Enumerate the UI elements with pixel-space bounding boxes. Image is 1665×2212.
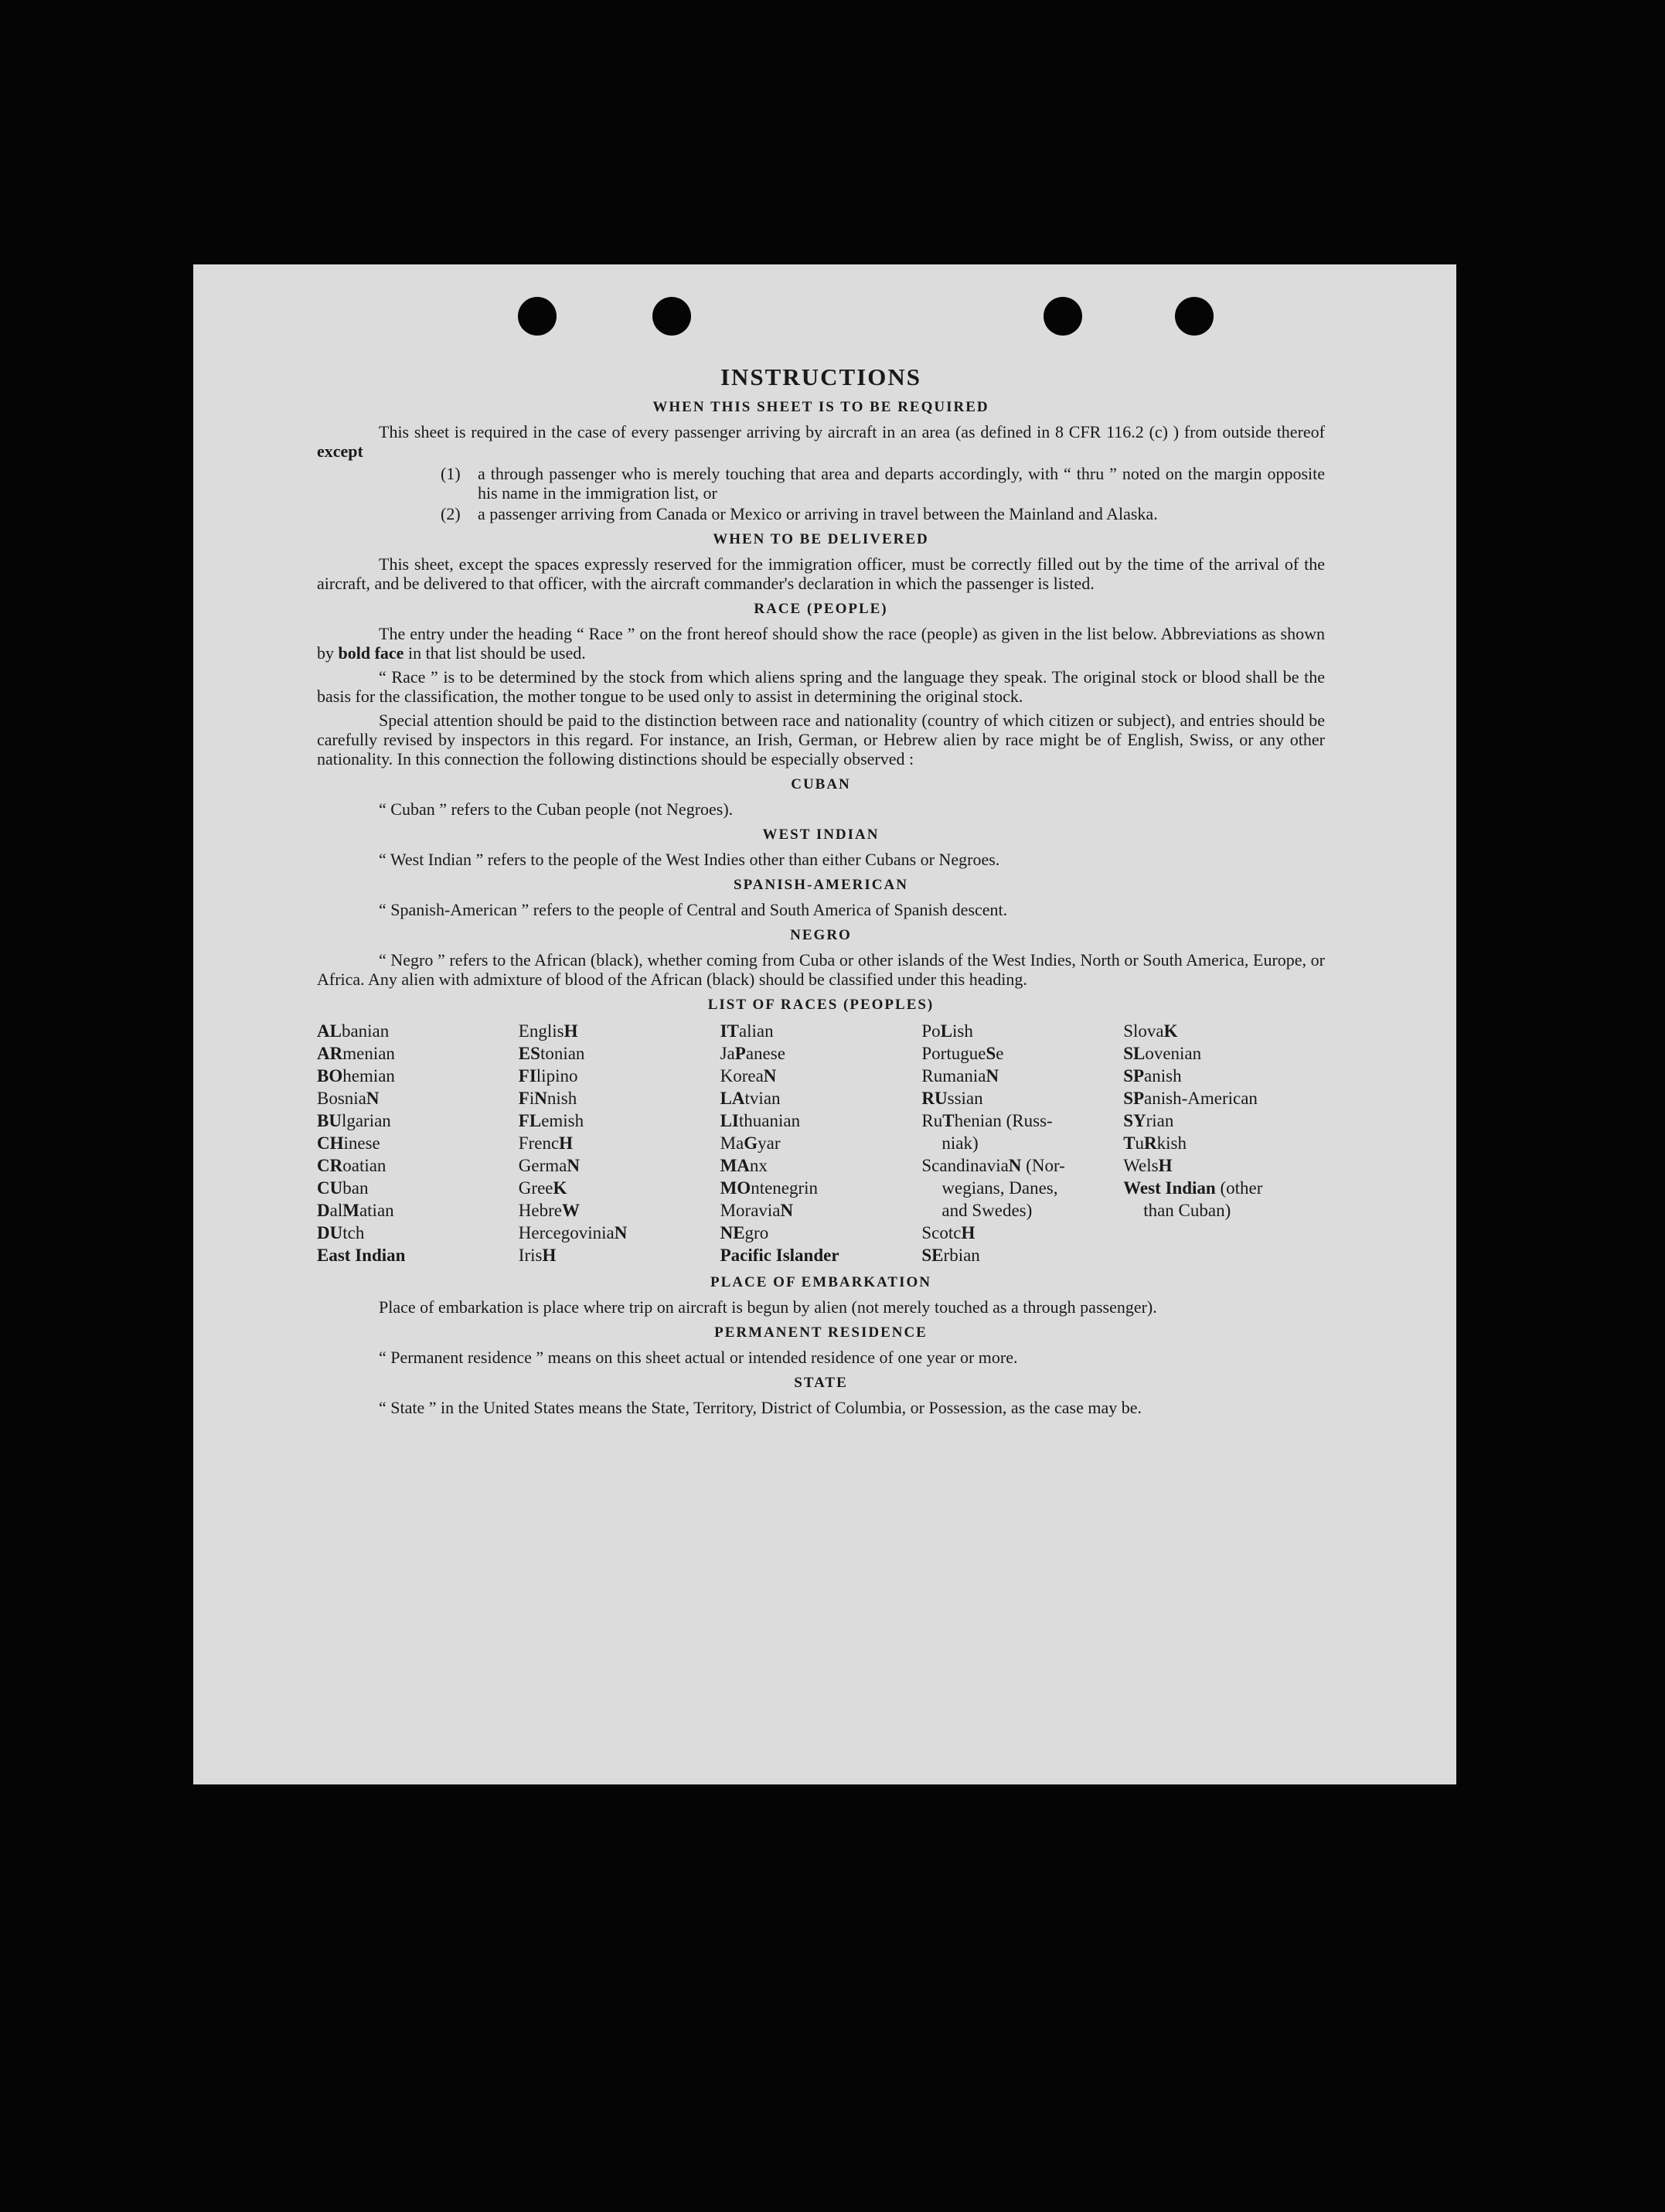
race-entry: EnglisH [518,1021,578,1041]
exception-list [441,464,1325,523]
race-entry: NEgro [720,1223,769,1242]
heading-state: STATE [794,1375,848,1391]
race-paragraph-2: “ Race ” is to be determined by the stock from which aliens spring and the language they speak. The original stock or blood shall be the basis for the classification, the mother tongue to be used only to assist in determining the original stock. [317,667,1325,706]
race-entry: FLemish [518,1111,584,1130]
race-p1-text: The entry under the heading “ Race ” on the front hereof should show the race (people) as given in the list below. Abbreviations as shown by [317,624,1325,663]
race-entry: ScotcH [921,1223,976,1242]
race-entry: MAnx [720,1156,768,1175]
race-entry: niak) [941,1133,979,1153]
race-entry: and Swedes) [941,1201,1033,1220]
race-entry: PoLish [921,1021,973,1041]
race-entry: SErbian [921,1246,980,1265]
race-entry: SYrian [1123,1111,1174,1130]
instruction-sheet [193,264,1456,1784]
item-number: (2) [441,504,461,523]
race-paragraph-1 [317,624,1325,663]
item-text: a through passenger who is merely touching that area and departs accordingly, with “ thru ” noted on the margin opposite his name in the immigration list, or [478,464,1325,503]
race-entry: PortugueSe [921,1044,1004,1063]
race-entry: BUlgarian [317,1111,391,1130]
heading-embarkation: PLACE OF EMBARKATION [710,1274,931,1290]
race-entry: JaPanese [720,1044,785,1063]
race-column [519,1020,720,1266]
race-entry: ARmenian [317,1044,395,1063]
race-entry: ScandinaviaN (Nor- [921,1156,1065,1175]
embarkation-text: Place of embarkation is place where trip on aircraft is begun by alien (not merely touched as a through passenger). [379,1297,1157,1317]
heading-west-indian: WEST INDIAN [762,827,880,843]
race-entry: wegians, Danes, [941,1178,1058,1198]
punch-hole [652,297,691,336]
page-title: INSTRUCTIONS [720,363,921,390]
item-text: a passenger arriving from Canada or Mexico or arriving in travel between the Mainland and Alaska. [478,504,1158,523]
race-entry: BosniaN [317,1089,380,1108]
race-column [1123,1020,1325,1266]
race-entry: West Indian (other [1123,1178,1263,1198]
exception-item [441,504,1325,523]
race-entry: CHinese [317,1133,380,1153]
race-column [720,1020,922,1266]
heading-permanent-residence: PERMANENT RESIDENCE [714,1324,928,1341]
race-p1-text-end: in that list should be used. [407,643,586,663]
race-entry: IrisH [518,1246,557,1265]
race-entry: LAtvian [720,1089,781,1108]
race-entry: WelsH [1123,1156,1173,1175]
except-emphasis: except [317,441,363,461]
race-entry: EStonian [518,1044,585,1063]
punch-hole [518,297,557,336]
race-entry: MoraviaN [720,1201,794,1220]
heading-spanish-american: SPANISH-AMERICAN [734,877,908,893]
race-entry: FiNnish [518,1089,577,1108]
race-entry: CUban [317,1178,369,1198]
race-entry: DalMatian [317,1201,394,1220]
race-entry: LIthuanian [720,1111,801,1130]
race-entry: RUssian [921,1089,983,1108]
race-entry: DUtch [317,1223,365,1242]
race-entry: KoreaN [720,1066,777,1086]
when-delivered-text: This sheet, except the spaces expressly reserved for the immigration officer, must be correctly filled out by the time of the arrival of the aircraft, and be delivered to that officer, with the aircraft commander's declaration in which the passenger is listed. [317,554,1325,593]
heading-negro: NEGRO [790,927,852,943]
heading-when-required: WHEN THIS SHEET IS TO BE REQUIRED [652,399,989,415]
race-entry: SlovaK [1123,1021,1178,1041]
race-paragraph-3: Special attention should be paid to the distinction between race and nationality (country of which citizen or subject), and entries should be carefully revised by inspectors in this regard. For instance, an Irish, German, or Hebrew alien by race might be of English, Swiss, or any other nationality. In this connection the following distinctions should be especially observed : [317,711,1325,769]
negro-text: “ Negro ” refers to the African (black), whether coming from Cuba or other islands of the West Indies, North or South America, Europe, or Africa. Any alien with admixture of blood of the African (black) should be classified under this heading. [317,950,1325,989]
heading-when-delivered: WHEN TO BE DELIVERED [713,531,929,547]
race-column [921,1020,1123,1266]
race-entry: FrencH [518,1133,574,1153]
race-entry: Pacific Islander [720,1246,839,1265]
punch-hole [1175,297,1214,336]
race-entry: GermaN [518,1156,580,1175]
punch-hole [1044,297,1082,336]
race-entry: TuRkish [1123,1133,1187,1153]
item-number: (1) [441,464,461,483]
race-entry: MOntenegrin [720,1178,819,1198]
spanish-american-text: “ Spanish-American ” refers to the people of Central and South America of Spanish descent. [379,900,1008,919]
heading-race: RACE (PEOPLE) [754,601,888,617]
state-text: “ State ” in the United States means the State, Territory, District of Columbia, or Possession, as the case may be. [379,1398,1142,1417]
bold-face-emphasis: bold face [338,643,404,663]
race-entry: ALbanian [317,1021,390,1041]
heading-list-of-races: LIST OF RACES (PEOPLES) [707,997,935,1013]
when-required-intro [317,422,1325,461]
west-indian-text: “ West Indian ” refers to the people of the West Indies other than either Cubans or Negroes. [379,850,1000,869]
race-entry: East Indian [317,1246,406,1265]
race-entry: ITalian [720,1021,774,1041]
heading-cuban: CUBAN [791,776,851,792]
race-entry: GreeK [518,1178,567,1198]
race-entry: BOhemian [317,1066,395,1086]
race-entry: SPanish-American [1123,1089,1258,1108]
races-table [317,1020,1325,1266]
race-entry: HebreW [518,1201,580,1220]
race-entry: SLovenian [1123,1044,1202,1063]
race-entry: RuThenian (Russ- [921,1111,1053,1130]
permanent-residence-text: “ Permanent residence ” means on this sheet actual or intended residence of one year or more. [379,1348,1018,1367]
race-column [317,1020,519,1266]
race-entry: CRoatian [317,1156,386,1175]
cuban-text: “ Cuban ” refers to the Cuban people (not Negroes). [379,799,734,819]
race-entry: RumaniaN [921,1066,999,1086]
when-required-intro-text: This sheet is required in the case of every passenger arriving by aircraft in an area (as defined in 8 CFR 116.2 (c) ) from outside thereof [379,422,1325,441]
race-entry: HercegoviniaN [518,1223,628,1242]
race-entry: than Cuban) [1143,1201,1231,1220]
exception-item [441,464,1325,503]
race-entry: FIlipino [518,1066,578,1086]
race-entry: SPanish [1123,1066,1182,1086]
race-entry: MaGyar [720,1133,781,1153]
